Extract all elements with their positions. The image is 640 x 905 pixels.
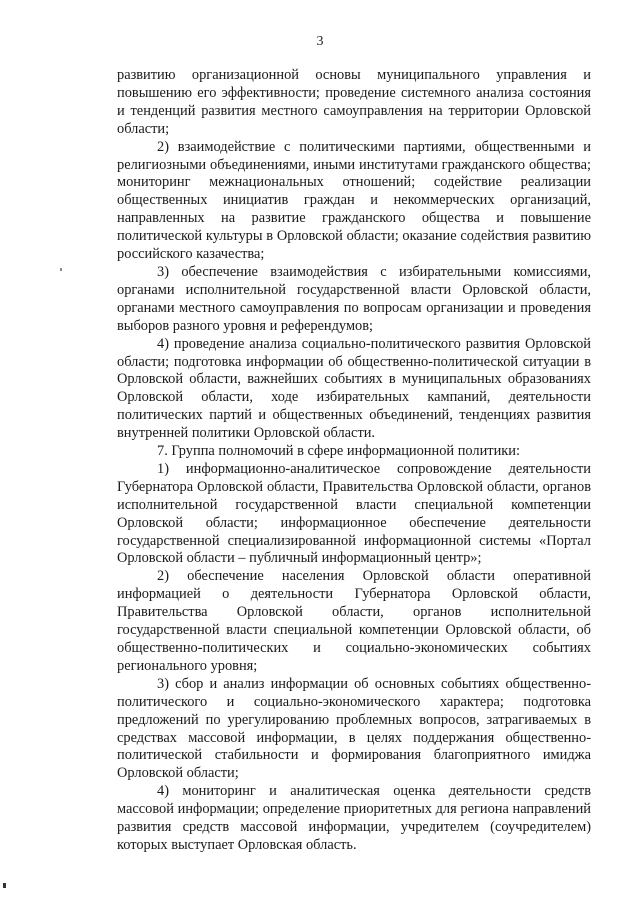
paragraph-item-2-political-parties: 2) взаимодействие с политическими партиями, общественными и религиозными объединениями, иными институтами гражданского общества; мониторинг межнациональных отношений; содействие реализации общественных инициатив граждан и некоммерческих организаций, направленных на развитие гражданского общества и повышение политической культуры в Орловской области; оказание содействия развитию российского казачества; — [117, 138, 591, 263]
paragraph-continuation: развитию организационной основы муниципального управления и повышению его эффективности; проведение системного анализа состояния и тенденций развития местного самоуправления на территории Орловской области; — [117, 67, 591, 137]
scan-margin-speck — [60, 268, 62, 271]
paragraph-info-item-4: 4) мониторинг и аналитическая оценка деятельности средств массовой информации; определение приоритетных для региона направлений развития средств массовой информации, учредителем (соучредителем) которых выступает Орловская область. — [117, 783, 591, 853]
document-body — [117, 67, 591, 855]
paragraph-info-item-3: 3) сбор и анализ информации об основных событиях общественно-политического и социально-экономического характера; подготовка предложений по урегулированию проблемных вопросов, затрагиваемых в средствах массовой информации, в целях поддержания общественно-политической стабильности и формирования благоприятного имиджа Орловской области; — [117, 675, 591, 782]
paragraph-info-item-1: 1) информационно-аналитическое сопровождение деятельности Губернатора Орловской области, Правительства Орловской области, органов исполнительной государственной власти специальной компетенции Орловской области; информационное обеспечение деятельности государственной специализированной информационной системы «Портал Орловской области – публичный информационный центр»; — [117, 460, 591, 567]
paragraph-item-4-political-analysis: 4) проведение анализа социально-политического развития Орловской области; подготовка информации об общественно-политической ситуации в Орловской области, важнейших событиях в муниципальных образованиях Орловской области, ходе избирательных кампаний, деятельности политических партий и общественных объединений, тенденциях развития внутренней политики Орловской области. — [117, 335, 591, 442]
paragraph-item-3-election-commissions: 3) обеспечение взаимодействия с избирательными комиссиями, органами исполнительной государственной власти Орловской области, органами местного самоуправления по вопросам организации и проведения выборов разного уровня и референдумов; — [117, 263, 591, 334]
section-heading-information-policy: 7. Группа полномочий в сфере информационной политики: — [157, 443, 520, 460]
page-number: 3 — [316, 34, 324, 49]
paragraph-info-item-2: 2) обеспечение населения Орловской области оперативной информацией о деятельности Губернатора Орловской области, Правительства Орловской области, органов исполнительной государственной власти специальной компетенции Орловской области, об общественно-политических и социально-экономических событиях регионального уровня; — [117, 568, 591, 674]
scan-edge-speck — [3, 883, 6, 888]
